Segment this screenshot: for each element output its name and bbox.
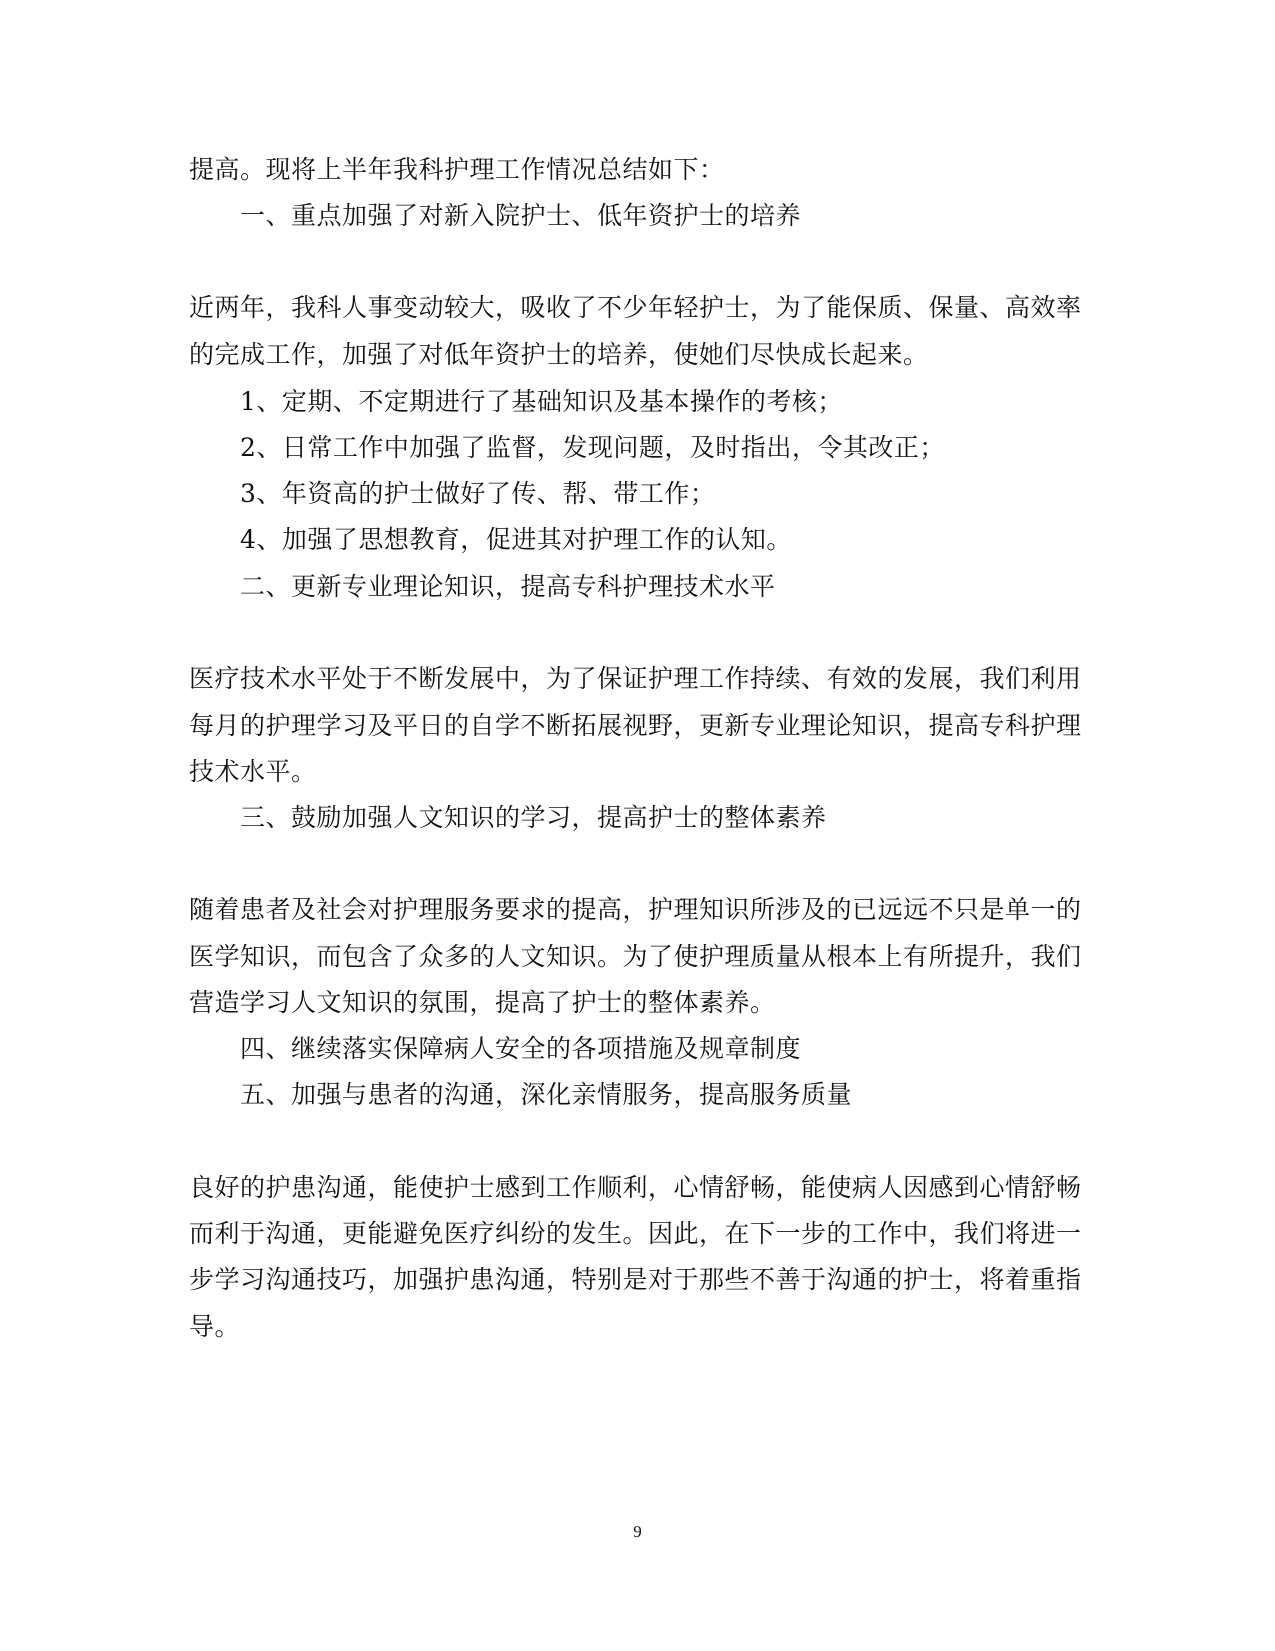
list-item-2: 2、日常工作中加强了监督，发现问题，及时指出，令其改正；	[240, 433, 945, 462]
list-item-1: 1、定期、不定期进行了基础知识及基本操作的考核；	[240, 387, 843, 416]
body-text-line: 医疗技术水平处于不断发展中，为了保证护理工作持续、有效的发展，我们利用	[189, 664, 1082, 693]
section-heading-5: 五、加强与患者的沟通，深化亲情服务，提高服务质量	[240, 1080, 853, 1109]
section-heading-4: 四、继续落实保障病人安全的各项措施及规章制度	[240, 1034, 802, 1063]
list-item-4: 4、加强了思想教育，促进其对护理工作的认知。	[240, 525, 792, 554]
body-text-line: 步学习沟通技巧，加强护患沟通，特别是对于那些不善于沟通的护士，将着重指	[189, 1265, 1082, 1294]
body-text-line: 技术水平。	[189, 757, 317, 786]
body-text-line: 营造学习人文知识的氛围，提高了护士的整体素养。	[189, 988, 776, 1017]
body-text-line: 导。	[189, 1312, 241, 1341]
body-text-line: 提高。现将上半年我科护理工作情况总结如下：	[189, 155, 725, 184]
list-item-3: 3、年资高的护士做好了传、帮、带工作；	[240, 479, 716, 508]
body-text-line: 良好的护患沟通，能使护士感到工作顺利，心情舒畅，能使病人因感到心情舒畅	[189, 1173, 1082, 1202]
body-text-line: 的完成工作，加强了对低年资护士的培养，使她们尽快成长起来。	[189, 340, 929, 369]
body-text-line: 医学知识，而包含了众多的人文知识。为了使护理质量从根本上有所提升，我们	[189, 942, 1082, 971]
body-text-line: 而利于沟通，更能避免医疗纠纷的发生。因此，在下一步的工作中，我们将进一	[189, 1219, 1082, 1248]
section-heading-3: 三、鼓励加强人文知识的学习，提高护士的整体素养	[240, 803, 827, 832]
body-text-line: 近两年，我科人事变动较大，吸收了不少年轻护士，为了能保质、保量、高效率	[189, 293, 1082, 322]
body-text-line: 每月的护理学习及平日的自学不断拓展视野，更新专业理论知识，提高专科护理	[189, 711, 1082, 740]
page-number: 9	[633, 1522, 642, 1541]
section-heading-2: 二、更新专业理论知识，提高专科护理技术水平	[240, 572, 776, 601]
body-text-line: 随着患者及社会对护理服务要求的提高，护理知识所涉及的已远远不只是单一的	[189, 895, 1082, 924]
section-heading-1: 一、重点加强了对新入院护士、低年资护士的培养	[240, 201, 802, 230]
